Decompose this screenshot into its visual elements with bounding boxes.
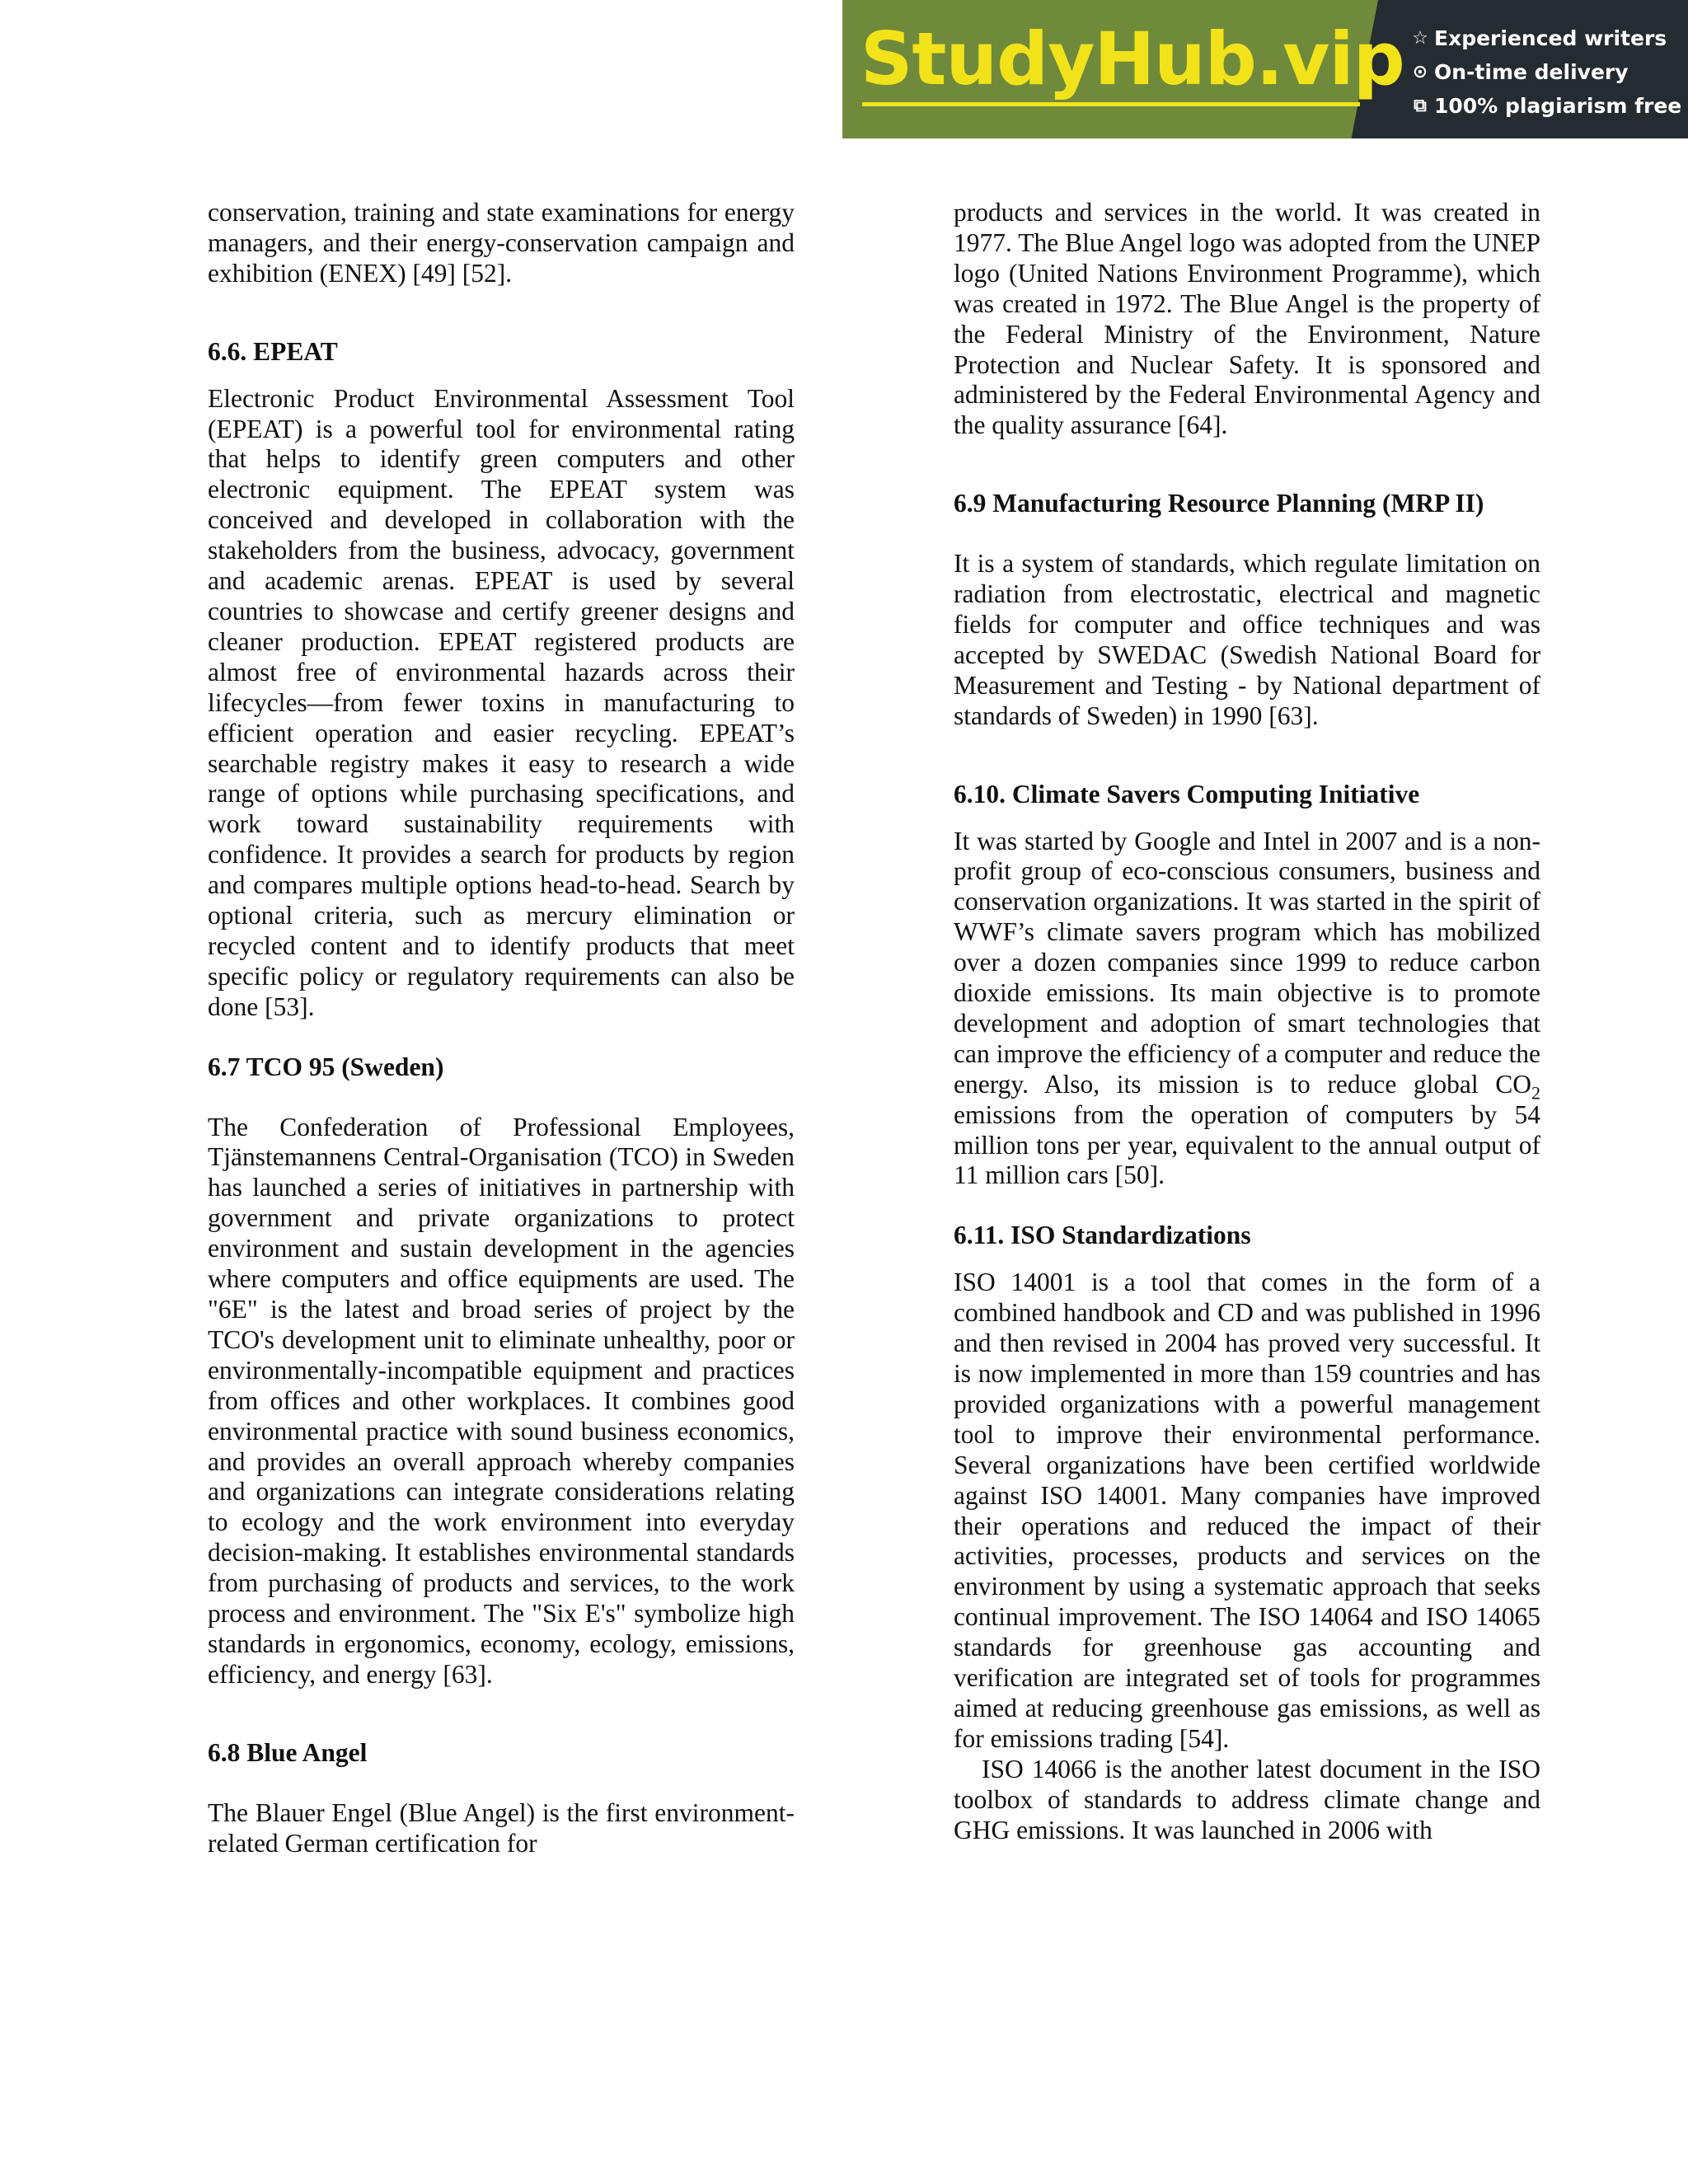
paragraph-blue-angel: The Blauer Engel (Blue Angel) is the first environment-related German certification for: [208, 1797, 795, 1858]
heading-6-9-mrp-ii: 6.9 Manufacturing Resource Planning (MRP II): [954, 489, 1484, 518]
climate-savers-text-a: It was started by Google and Intel in 2007 and is a non-profit group of eco-conscious consumers, business and conservation organizations. It was started in the spirit of WWF’s climate savers program which has mobilized over a dozen companies since 1999 to reduce carbon dioxide emissions. Its main objective is to promote development and adoption of smart technologies that can improve the efficiency of a computer and reduce the energy. Also, its mission is to reduce global CO: [954, 826, 1540, 1099]
climate-savers-text-b: emissions from the operation of computers by 54 million tons per year, equivalent to the annual output of 11 million cars [50].: [954, 1099, 1540, 1190]
brand-underline: [862, 102, 1360, 106]
feature-plagiarism-free: [1409, 89, 1681, 123]
feature-on-time-delivery: [1409, 55, 1681, 89]
heading-6-8-blue-angel: 6.8 Blue Angel: [208, 1737, 368, 1767]
brand-logo: StudyHub.vip: [860, 16, 1404, 101]
left-column: [208, 198, 795, 1859]
star-icon: ☆: [1412, 28, 1428, 49]
heading-6-7-tco95: 6.7 TCO 95 (Sweden): [208, 1052, 444, 1081]
paragraph-continuation: conservation, training and state examinations for energy managers, and their energy-conservation campaign and exhibition (ENEX) [49] [52].: [208, 198, 795, 288]
paragraph-tco95: The Confederation of Professional Employees, Tjänstemannens Central-Organisation (TCO) in Sweden has launched a series of initiatives in partnership with government and private organizations to protect environment and sustain development in the agencies where computers and office equipments are used. The "6E" is the latest and broad series of project by the TCO's development unit to eliminate unhealthy, poor or environmentally-incompatible equipment and practices from offices and other workplaces. It combines good environmental practice with sound business economics, and provides an overall approach whereby companies and organizations can integrate considerations relating to ecology and the work environment into everyday decision-making. It establishes environmental standards from purchasing of products and services, to the work process and environment. The "Six E's" symbolize high standards in ergonomics, economy, ecology, emissions, efficiency, and energy [63].: [208, 1112, 795, 1689]
heading-6-6-epeat: 6.6. EPEAT: [208, 336, 338, 366]
paragraph-climate-savers: [954, 827, 1540, 1192]
paragraph-iso-14066: ISO 14066 is the another latest document in the ISO toolbox of standards to address climate change and GHG emissions. It was launched in 2006 with: [954, 1754, 1540, 1844]
feature-label: 100% plagiarism free: [1434, 94, 1682, 118]
banner-features: [1409, 21, 1681, 123]
paragraph-iso-14001: ISO 14001 is a tool that comes in the form of a combined handbook and CD and was published in 1996 and then revised in 2004 has proved very successful. It is now implemented in more than 159 countries and has provided organizations with a powerful management tool to improve their environmental performance. Several organizations have been certified worldwide against ISO 14001. Many companies have improved their operations and reduced the impact of their activities, processes, products and services on the environment by using a systematic approach that seeks continual improvement. The ISO 14064 and ISO 14065 standards for greenhouse gas accounting and verification are integrated set of tools for programmes aimed at reducing greenhouse gas emissions, as well as for emissions trading [54].: [954, 1268, 1540, 1753]
copy-icon: ⧉: [1414, 96, 1427, 116]
co2-subscript: 2: [1531, 1082, 1540, 1104]
heading-6-11-iso: 6.11. ISO Standardizations: [954, 1221, 1251, 1250]
heading-6-10-climate-savers: 6.10. Climate Savers Computing Initiative: [954, 779, 1420, 808]
feature-label: On-time delivery: [1434, 60, 1629, 84]
feature-label: Experienced writers: [1434, 26, 1667, 50]
right-column: [954, 198, 1540, 1846]
studyhub-banner[interactable]: [842, 0, 1688, 138]
feature-experienced-writers: [1409, 21, 1681, 55]
paragraph-epeat: Electronic Product Environmental Assessment Tool (EPEAT) is a powerful tool for environmental rating that helps to identify green computers and other electronic equipment. The EPEAT system was conceived and developed in collaboration with the stakeholders from the business, advocacy, government and academic arenas. EPEAT is used by several countries to showcase and certify greener designs and cleaner production. EPEAT registered products are almost free of environmental hazards across their lifecycles—from fewer toxins in manufacturing to efficient operation and easier recycling. EPEAT’s searchable registry makes it easy to research a wide range of options while purchasing specifications, and work toward sustainability requirements with confidence. It provides a search for products by region and compares multiple options head-to-head. Search by optional criteria, such as mercury elimination or recycled content and to identify products that meet specific policy or regulatory requirements can also be done [53].: [208, 383, 795, 1021]
paragraph-blue-angel-continued: products and services in the world. It was created in 1977. The Blue Angel logo was adopted from the UNEP logo (United Nations Environment Programme), which was created in 1972. The Blue Angel is the property of the Federal Ministry of the Environment, Nature Protection and Nuclear Safety. It is sponsored and administered by the Federal Environmental Agency and the quality assurance [64].: [954, 198, 1540, 440]
paragraph-mrp-ii: It is a system of standards, which regulate limitation on radiation from electrostatic, electrical and magnetic fields for computer and office techniques and was accepted by SWEDAC (Swedish National Board for Measurement and Testing - by National department of standards of Sweden) in 1990 [63].: [954, 549, 1540, 730]
clock-icon: ⊙: [1412, 62, 1428, 82]
